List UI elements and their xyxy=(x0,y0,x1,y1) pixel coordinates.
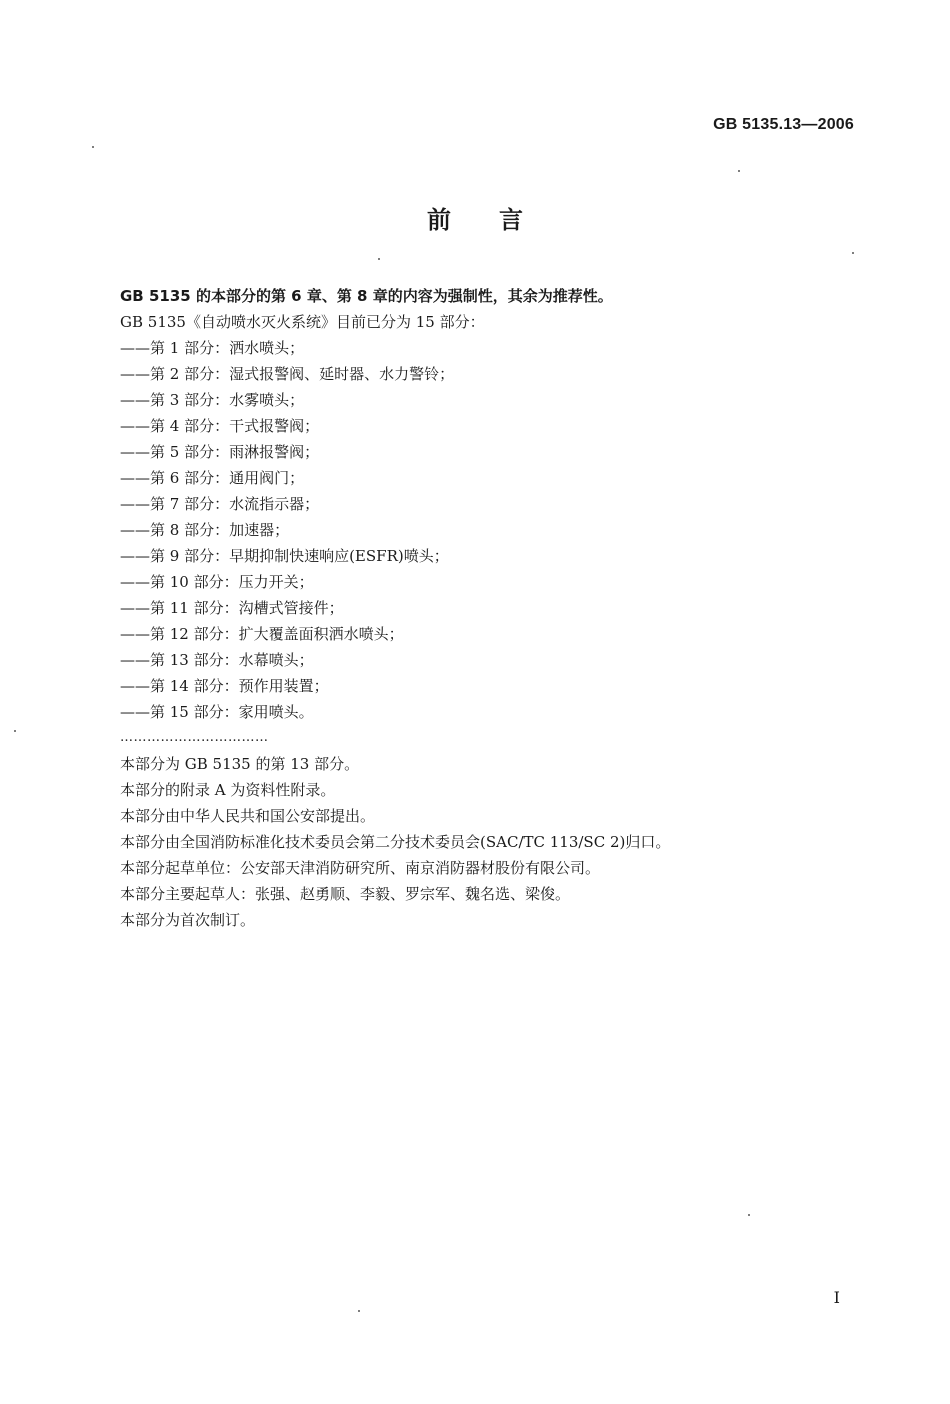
page-title: 前言 xyxy=(427,206,571,234)
closing-statement: 本部分的附录 A 为资料性附录。 xyxy=(120,781,336,799)
part-list-item: ——第 15 部分：家用喷头。 xyxy=(120,703,314,721)
part-list-item: ——第 10 部分：压力开关； xyxy=(120,573,314,591)
closing-statement: 本部分为首次制订。 xyxy=(120,911,256,929)
closing-statement: 本部分由全国消防标准化技术委员会第二分技术委员会(SAC/TC 113/SC 2)归口。 xyxy=(120,833,671,851)
mandatory-statement: GB 5135 的本部分的第 6 章、第 8 章的内容为强制性，其余为推荐性。 xyxy=(120,287,613,305)
part-list-item: ——第 12 部分：扩大覆盖面积洒水喷头； xyxy=(120,625,404,643)
ellipsis-divider: …………………………… xyxy=(120,730,269,745)
standard-code: GB 5135.13—2006 xyxy=(713,116,854,133)
scan-speck xyxy=(748,1214,750,1216)
scan-speck xyxy=(738,170,740,172)
closing-statement: 本部分起草单位：公安部天津消防研究所、南京消防器材股份有限公司。 xyxy=(120,859,601,877)
scan-speck xyxy=(358,1310,360,1312)
preface-body xyxy=(120,283,840,933)
part-list-item: ——第 3 部分：水雾喷头； xyxy=(120,391,305,409)
part-list-item: ——第 13 部分：水幕喷头； xyxy=(120,651,314,669)
part-list-item: ——第 5 部分：雨淋报警阀； xyxy=(120,443,320,461)
series-intro: GB 5135《自动喷水灭火系统》目前已分为 15 部分： xyxy=(120,313,485,331)
part-list-item: ——第 9 部分：早期抑制快速响应(ESFR)喷头； xyxy=(120,547,449,565)
closing-statement: 本部分为 GB 5135 的第 13 部分。 xyxy=(120,755,360,773)
part-list-item: ——第 7 部分：水流指示器； xyxy=(120,495,320,513)
part-list-item: ——第 8 部分：加速器； xyxy=(120,521,290,539)
part-list-item: ——第 2 部分：湿式报警阀、延时器、水力警铃； xyxy=(120,365,455,383)
part-list-item: ——第 6 部分：通用阀门； xyxy=(120,469,305,487)
page-number: I xyxy=(833,1288,840,1307)
scan-speck xyxy=(14,730,16,732)
closing-statement: 本部分由中华人民共和国公安部提出。 xyxy=(120,807,376,825)
scan-speck xyxy=(92,146,94,148)
part-list-item: ——第 1 部分：洒水喷头； xyxy=(120,339,305,357)
part-list-item: ——第 11 部分：沟槽式管接件； xyxy=(120,599,344,617)
scan-speck xyxy=(852,252,854,254)
part-list-item: ——第 14 部分：预作用装置； xyxy=(120,677,329,695)
scan-speck xyxy=(378,258,380,260)
closing-statement: 本部分主要起草人：张强、赵勇顺、李毅、罗宗军、魏名选、梁俊。 xyxy=(120,885,571,903)
part-list-item: ——第 4 部分：干式报警阀； xyxy=(120,417,320,435)
